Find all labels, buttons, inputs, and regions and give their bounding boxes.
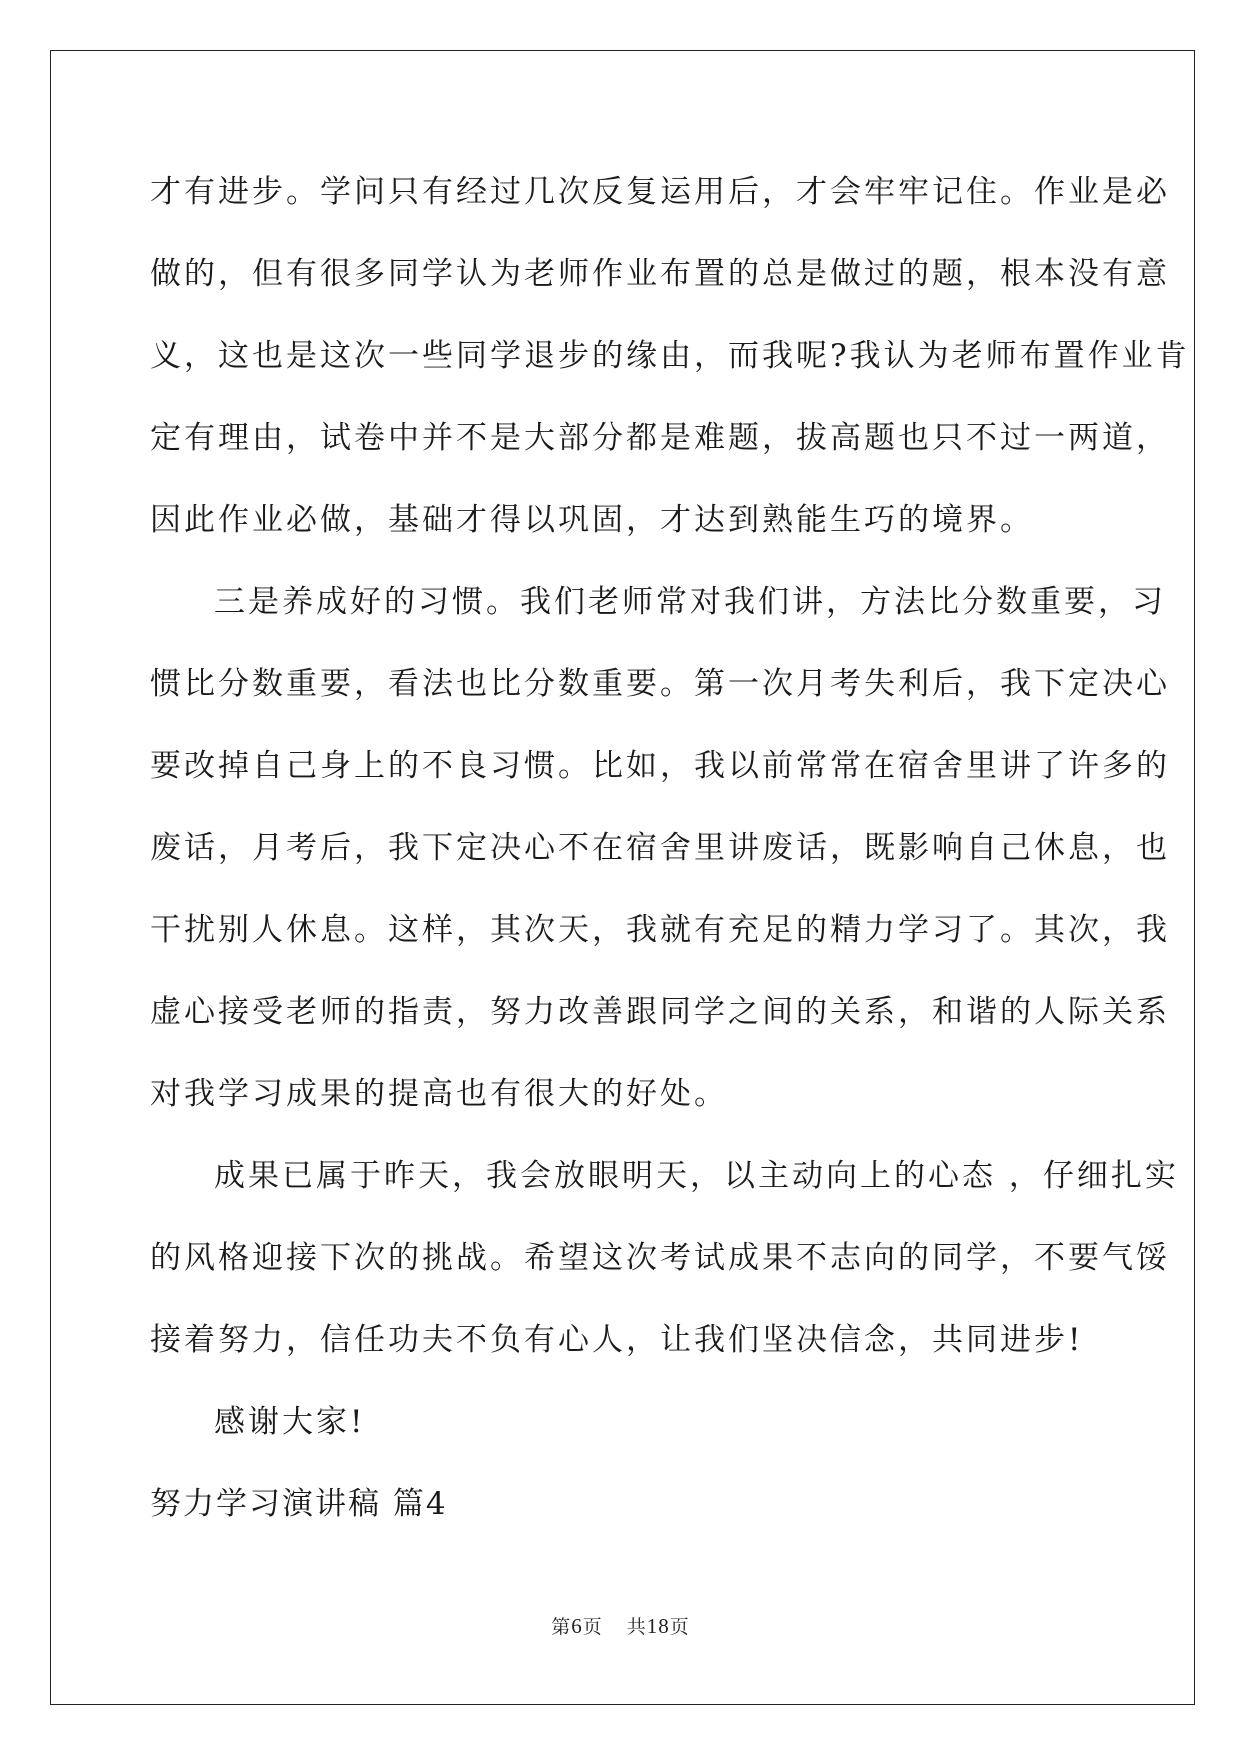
body-line: 因此作业必做，基础才得以巩固，才达到熟能生巧的境界。 — [150, 502, 1034, 538]
total-suffix: 页 — [669, 1616, 690, 1638]
page-footer — [0, 1612, 1241, 1639]
current-page-number: 6 — [571, 1614, 583, 1638]
paragraph-start-line: 成果已属于昨天，我会放眼明天，以主动向上的心态 ，仔细扎实 — [214, 1158, 1179, 1194]
body-line: 要改掉自己身上的不良习惯。比如，我以前常常在宿舍里讲了许多的 — [150, 748, 1170, 784]
body-line: 干扰别人休息。这样，其次天，我就有充足的精力学习了。其次，我 — [150, 912, 1170, 948]
body-line: 义，这也是这次一些同学退步的缘由，而我呢?我认为老师布置作业肯 — [150, 338, 1190, 374]
body-line: 定有理由，试卷中并不是大部分都是难题，拔高题也只不过一两道， — [150, 420, 1170, 456]
body-line: 废话，月考后，我下定决心不在宿舍里讲废话，既影响自己休息，也 — [150, 830, 1170, 866]
body-line: 做的，但有很多同学认为老师作业布置的总是做过的题，根本没有意 — [150, 256, 1170, 292]
total-prefix: 共 — [626, 1616, 647, 1638]
page-suffix: 页 — [582, 1616, 603, 1638]
body-line: 对我学习成果的提高也有很大的好处。 — [150, 1076, 728, 1112]
body-line: 才有进步。学问只有经过几次反复运用后，才会牢牢记住。作业是必 — [150, 174, 1170, 210]
section-heading: 努力学习演讲稿 篇4 — [150, 1486, 448, 1522]
total-pages-number: 18 — [646, 1614, 670, 1638]
body-line: 的风格迎接下次的挑战。希望这次考试成果不志向的同学，不要气馁 — [150, 1240, 1170, 1276]
document-body — [150, 160, 1190, 1554]
body-line: 接着努力，信任功夫不负有心人，让我们坚决信念，共同进步! — [150, 1322, 1084, 1358]
page-prefix: 第 — [551, 1616, 572, 1638]
body-line: 虚心接受老师的指责，努力改善跟同学之间的关系，和谐的人际关系 — [150, 994, 1170, 1030]
closing-line: 感谢大家! — [214, 1404, 366, 1440]
body-line: 惯比分数重要，看法也比分数重要。第一次月考失利后，我下定决心 — [150, 666, 1170, 702]
paragraph-start-line: 三是养成好的习惯。我们老师常对我们讲，方法比分数重要，习 — [214, 584, 1166, 620]
